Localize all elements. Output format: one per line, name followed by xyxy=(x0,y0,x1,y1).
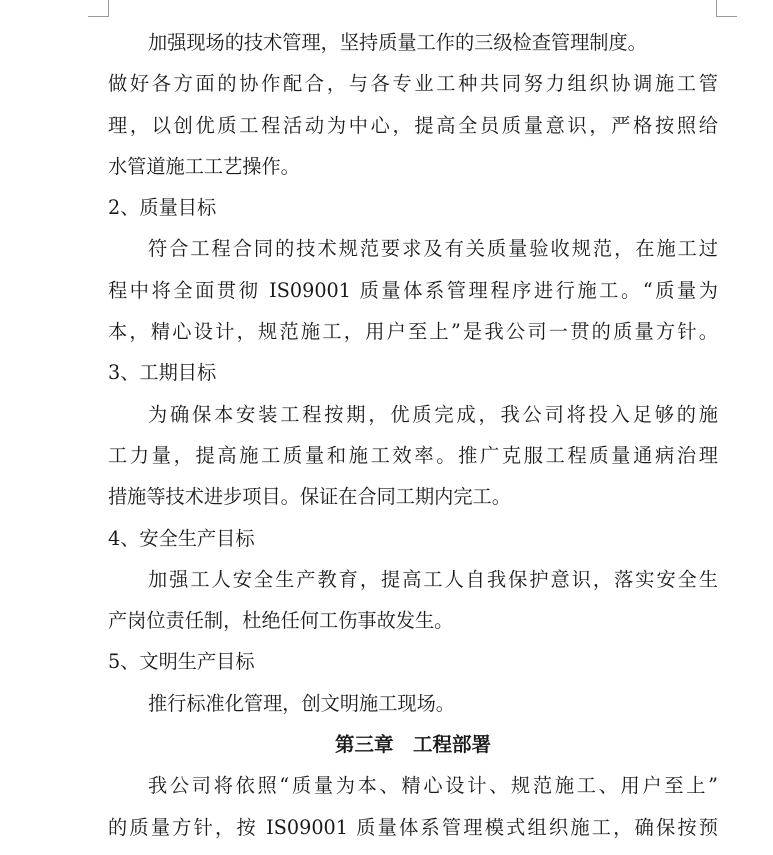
paragraph-line: 推行标准化管理，创文明施工现场。 xyxy=(148,691,455,715)
crop-mark-right xyxy=(716,0,737,17)
paragraph-line: 工力量，提高施工质量和施工效率。推广克服工程质量通病治理 xyxy=(108,443,718,467)
paragraph-line: 做好各方面的协作配合，与各专业工种共同努力组织协调施工管 xyxy=(108,72,718,96)
paragraph-line: 为确保本安装工程按期，优质完成，我公司将投入足够的施 xyxy=(148,402,718,426)
document-page xyxy=(108,22,718,848)
paragraph-line: 的质量方针，按 IS09001 质量体系管理模式组织施工，确保按预 xyxy=(108,815,718,839)
paragraph-line: 加强现场的技术管理，坚持质量工作的三级检查管理制度。 xyxy=(148,31,647,54)
paragraph-line: 理，以创优质工程活动为中心，提高全员质量意识，严格按照给 xyxy=(108,113,718,137)
paragraph-line: 符合工程合同的技术规范要求及有关质量验收规范，在施工过 xyxy=(148,237,718,261)
paragraph-line: 加强工人安全生产教育，提高工人自我保护意识，落实安全生 xyxy=(148,567,718,591)
paragraph-line: 产岗位责任制，杜绝任何工伤事故发生。 xyxy=(108,609,454,633)
paragraph-line: 本，精心设计，规范施工，用户至上”是我公司一贯的质量方针。 xyxy=(108,320,718,344)
paragraph-line: 措施等技术进步项目。保证在合同工期内完工。 xyxy=(108,485,511,509)
chapter-title: 第三章 工程部署 xyxy=(334,733,491,757)
paragraph-line: 我公司将依照“质量为本、精心设计、规范施工、用户至上” xyxy=(148,774,718,798)
crop-mark-left xyxy=(88,0,109,17)
section-heading: 5、文明生产目标 xyxy=(108,650,255,674)
paragraph-line: 程中将全面贯彻 IS09001 质量体系管理程序进行施工。“质量为 xyxy=(108,278,718,302)
section-heading: 3、工期目标 xyxy=(108,361,217,385)
section-heading: 2、质量目标 xyxy=(108,196,217,220)
section-heading: 4、安全生产目标 xyxy=(108,526,255,550)
paragraph-line: 水管道施工工艺操作。 xyxy=(108,154,300,178)
